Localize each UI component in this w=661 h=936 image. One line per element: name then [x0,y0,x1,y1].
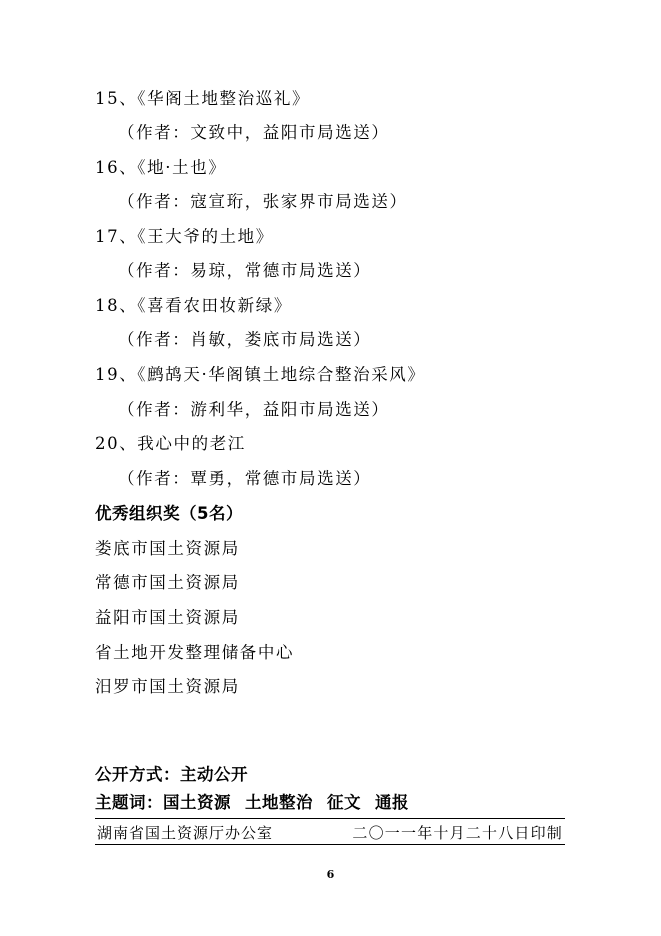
org-award-item: 娄底市国土资源局 [95,539,240,558]
entry-19-title: 19、《鹧鸪天·华阁镇土地综合整治采风》 [95,365,426,384]
entry-15-author: （作者：文致中，益阳市局选送） [118,123,390,142]
entry-18-author: （作者：肖敏，娄底市局选送） [118,330,372,349]
issuing-office: 湖南省国土资源厅办公室 [97,824,274,842]
print-date: 二〇一一年十月二十八日印制 [352,824,563,842]
entry-17-title: 17、《王大爷的土地》 [95,227,274,246]
footer-bottom-rule [95,844,565,845]
disclosure-method: 公开方式：主动公开 [95,765,248,784]
page-number: 6 [326,868,335,881]
entry-20-title: 20、我心中的老江 [95,434,246,453]
org-award-item: 省土地开发整理储备中心 [95,643,295,662]
keyword: 土地整治 [245,793,313,812]
footer-top-rule [95,818,565,819]
entry-16-author: （作者：寇宣珩，张家界市局选送） [118,192,408,211]
org-award-heading: 优秀组织奖（5名） [95,504,243,523]
entry-17-author: （作者：易琼，常德市局选送） [118,261,372,280]
entry-16-title: 16、《地·土也》 [95,158,227,177]
entry-20-author: （作者：覃勇，常德市局选送） [118,469,372,488]
entry-15-title: 15、《华阁土地整治巡礼》 [95,89,311,108]
org-award-item: 常德市国土资源局 [95,573,240,592]
keyword: 国土资源 [163,793,231,812]
keyword: 通报 [375,793,409,812]
keywords-label: 主题词： [95,793,163,812]
entry-18-title: 18、《喜看农田妆新绿》 [95,296,292,315]
keywords-line [95,792,423,814]
org-award-item: 汨罗市国土资源局 [95,677,240,696]
keyword: 征文 [327,793,361,812]
entry-19-author: （作者：游利华，益阳市局选送） [118,400,390,419]
org-award-item: 益阳市国土资源局 [95,608,240,627]
